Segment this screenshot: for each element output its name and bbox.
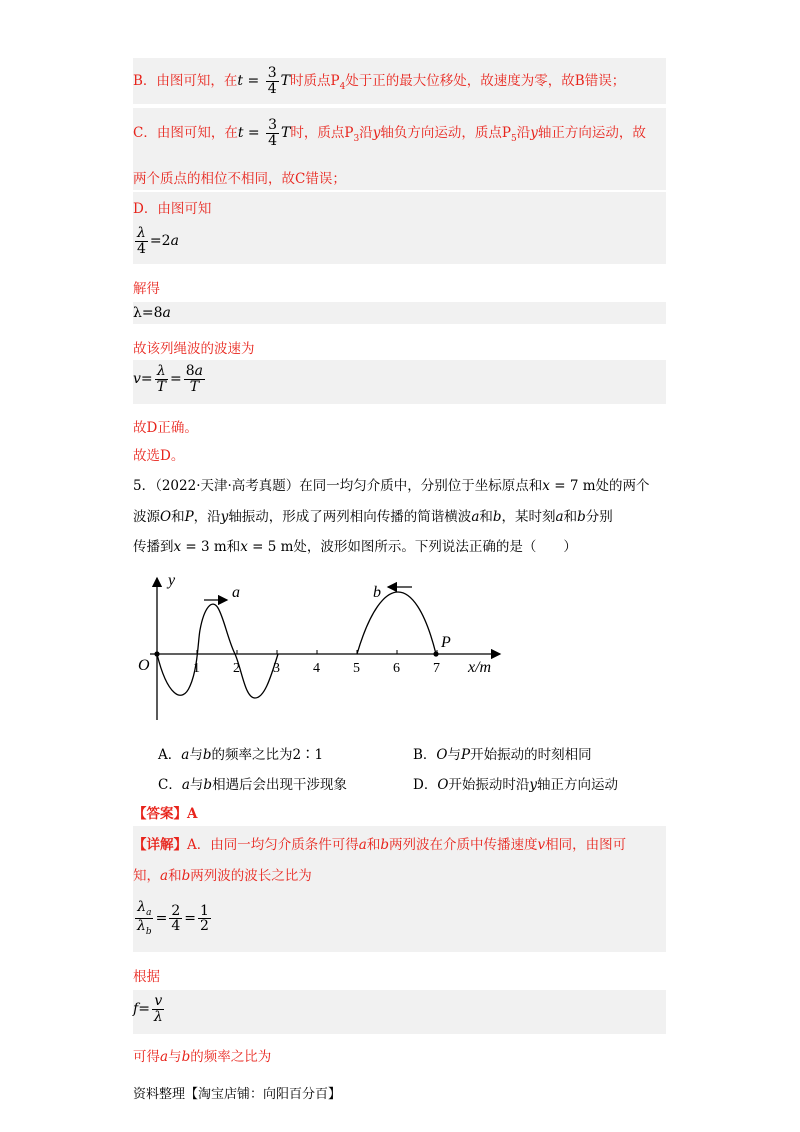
wave-b — [357, 592, 436, 654]
question-line1: 5．（2022·天津·高考真题）在同一均匀介质中，分别位于坐标原点和x = 7 m处的两个 — [133, 478, 650, 494]
x-label: x/m — [468, 659, 492, 676]
origin-label: O — [138, 657, 150, 674]
y-label: y — [168, 572, 176, 589]
answer-line: 【答案】A — [133, 806, 198, 822]
footer: 资料整理【淘宝店铺：向阳百分百】 — [133, 1087, 342, 1102]
equation-lambda-block — [133, 302, 666, 324]
equation-lambda: λ=8a — [133, 305, 171, 321]
wave-a-label: a — [232, 584, 240, 601]
x-tick-label: 7 — [433, 661, 440, 676]
solve-label: 解得 — [133, 281, 160, 297]
x-tick-label: 5 — [353, 661, 360, 676]
speed-label: 故该列绳波的波速为 — [133, 341, 255, 357]
equation-f: f= $\frac{v}{\lambda}$ — [133, 993, 163, 1025]
solution-c-line1: C．由图可知，在t = $\frac{3}{4}$ T时，质点$P_3$沿y轴负方向运动，质点$P_5$沿y轴正方向运动，故 — [133, 117, 646, 149]
equation-f-block — [133, 990, 666, 1034]
wave-b-label: b — [373, 584, 381, 601]
equation-lambda-quarter: $\frac{\lambda}{4}$ =2a — [137, 225, 179, 257]
solution-d-line: D．由图可知 — [133, 201, 212, 217]
x-tick-label: 3 — [273, 661, 280, 676]
solution-c-line2: 两个质点的相位不相同，故C错误； — [133, 171, 346, 187]
wave-a — [157, 604, 278, 698]
equation-speed-block — [133, 360, 666, 404]
explain-line2: 知，a和b两列波的波长之比为 — [133, 868, 312, 884]
point-p-dot — [433, 651, 438, 656]
explain-line1: 【详解】A．由同一均匀介质条件可得a和b两列波在介质中传播速度v相同，由图可 — [133, 837, 627, 853]
then-line: 可得a与b的频率之比为 — [133, 1049, 272, 1065]
solution-b-line: B．由图可知，在t = $\frac{3}{4}$ T时质点$P_4$处于正的最大位移处，故速度为零，故B错误； — [133, 65, 626, 97]
basis-line: 根据 — [133, 969, 160, 985]
equation-wavelength-ratio: $\frac{\lambda_a}{\lambda_b}$ = $\frac{2}{4}$ = $\frac{1}{2}$ — [137, 899, 209, 938]
x-tick-label: 1 — [193, 661, 200, 676]
solution-d-block — [133, 192, 666, 264]
question-line3: 传播到x = 3 m和x = 5 m处，波形如图所示。下列说法正确的是（ ） — [133, 539, 577, 555]
correct-line: 故D正确。 — [133, 420, 198, 436]
option-c[interactable]: C．a与b相遇后会出现干涉现象 — [158, 777, 348, 793]
x-tick-label: 6 — [393, 661, 400, 676]
x-tick-label: 4 — [313, 661, 320, 676]
point-p-label: P — [441, 634, 451, 651]
equation-speed: v= $\frac{\lambda}{T}$ = $\frac{8a}{T}$ — [133, 363, 204, 395]
x-tick-label: 2 — [233, 661, 240, 676]
option-b[interactable]: B．O与P开始振动的时刻相同 — [413, 747, 592, 763]
wave-figure — [130, 570, 510, 730]
choose-line: 故选D。 — [133, 448, 185, 464]
option-a[interactable]: A．a与b的频率之比为2∶1 — [158, 747, 324, 763]
question-line2: 波源O和P，沿y轴振动，形成了两列相向传播的简谐横波a和b，某时刻a和b分别 — [133, 509, 613, 525]
option-d[interactable]: D．O开始振动时沿y轴正方向运动 — [413, 777, 619, 793]
